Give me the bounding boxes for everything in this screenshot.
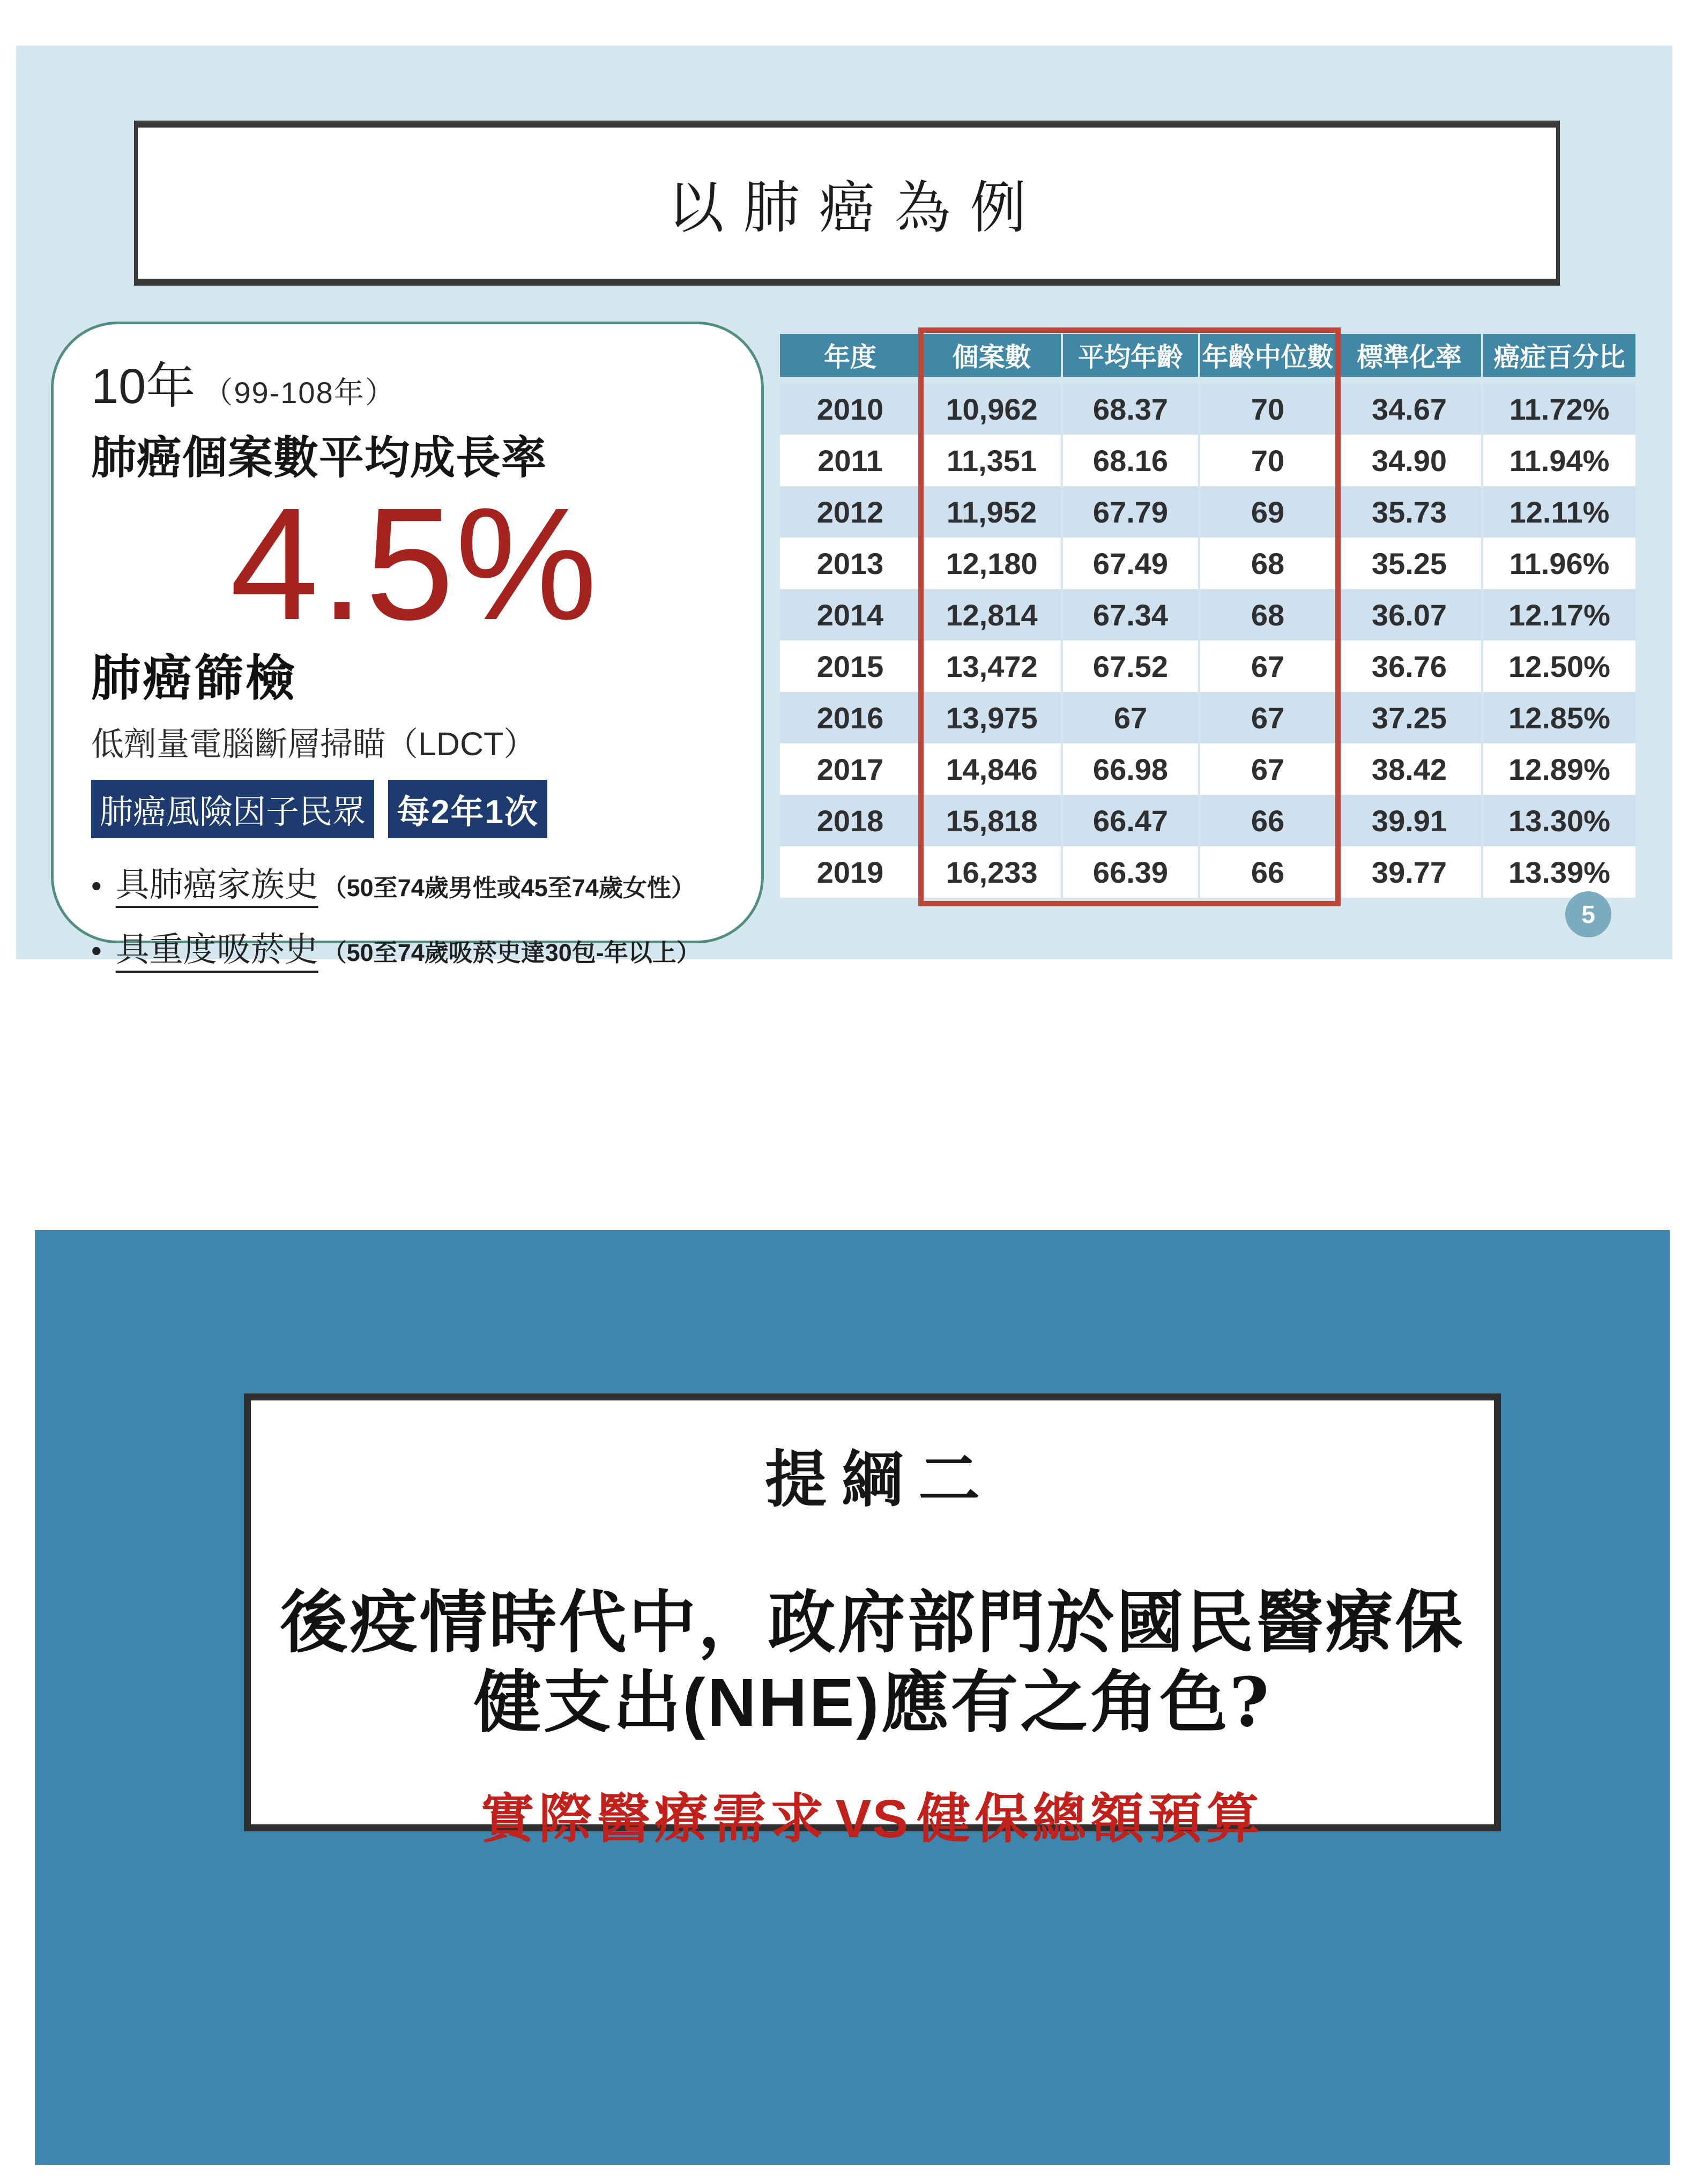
question-line-2-post: 應有之角色?	[881, 1662, 1271, 1742]
table-cell: 67	[1200, 640, 1335, 692]
table-cell: 16,233	[923, 846, 1061, 898]
table-cell: 13.30%	[1483, 795, 1635, 846]
table-cell: 12,180	[923, 538, 1061, 589]
table-cell: 66.39	[1063, 846, 1198, 898]
table-cell: 15,818	[923, 795, 1061, 846]
table-cell: 67.49	[1063, 538, 1198, 589]
table-header-cell: 平均年齡	[1063, 334, 1198, 377]
table-header-cell: 標準化率	[1337, 334, 1481, 377]
table-header-cell: 年齡中位數	[1200, 334, 1335, 377]
table-cell: 38.42	[1337, 743, 1481, 795]
table-cell: 10,962	[923, 383, 1061, 435]
table-cell: 66	[1200, 846, 1335, 898]
table-header-row	[780, 334, 1638, 377]
risk-criteria-list	[91, 858, 737, 971]
comparison-right: 健保總額預算	[917, 1789, 1265, 1850]
cancer-stats-table	[780, 334, 1638, 898]
table-cell: 68.37	[1063, 383, 1198, 435]
table-cell: 2018	[780, 795, 920, 846]
list-item	[91, 858, 737, 906]
table-cell: 34.67	[1337, 383, 1481, 435]
page-number-badge: 5	[1565, 891, 1611, 937]
table-cell: 36.07	[1337, 589, 1481, 640]
table-cell: 2010	[780, 383, 920, 435]
table-cell: 11,351	[923, 435, 1061, 486]
nhe-abbreviation: (NHE)	[682, 1664, 881, 1740]
table-cell: 70	[1200, 383, 1335, 435]
table-cell: 34.90	[1337, 435, 1481, 486]
table-cell: 67	[1200, 692, 1335, 743]
table-cell: 14,846	[923, 743, 1061, 795]
table-cell: 13.39%	[1483, 846, 1635, 898]
comparison-left: 實際醫療需求	[480, 1789, 828, 1850]
table-cell: 12,814	[923, 589, 1061, 640]
screening-highlight-row	[91, 780, 737, 838]
criterion-family-history: • 具肺癌家族史	[115, 866, 318, 904]
table-cell: 2013	[780, 538, 920, 589]
table-cell: 66	[1200, 795, 1335, 846]
table-cell: 37.25	[1337, 692, 1481, 743]
table-cell: 67	[1063, 692, 1198, 743]
period-years: 10年	[91, 359, 196, 414]
table-cell: 13,472	[923, 640, 1061, 692]
table-cell: 12.17%	[1483, 589, 1635, 640]
outline-box	[244, 1393, 1501, 1850]
table-cell: 70	[1200, 435, 1335, 486]
table-cell: 12.85%	[1483, 692, 1635, 743]
table-header-cell: 個案數	[923, 334, 1061, 377]
table-cell: 11.72%	[1483, 383, 1635, 435]
table-cell: 11.94%	[1483, 435, 1635, 486]
table-cell: 67	[1200, 743, 1335, 795]
table-cell: 2012	[780, 486, 920, 538]
question-line-2	[280, 1663, 1465, 1743]
table-cell: 2014	[780, 589, 920, 640]
table-cell: 68.16	[1063, 435, 1198, 486]
table-header-cell: 年度	[780, 334, 920, 377]
slide-lung-cancer-example	[16, 46, 1672, 968]
slide-outline-two	[35, 1230, 1670, 2165]
table-cell: 69	[1200, 486, 1335, 538]
list-item	[91, 922, 737, 971]
table-header-cell: 癌症百分比	[1483, 334, 1635, 377]
table-cell: 12.89%	[1483, 743, 1635, 795]
table-cell: 35.73	[1337, 486, 1481, 538]
table-cell: 36.76	[1337, 640, 1481, 692]
outline-heading: 提綱二	[764, 1443, 995, 1516]
criterion-smoking-history: • 具重度吸菸史	[115, 931, 318, 968]
table-cell: 12.50%	[1483, 640, 1635, 692]
table-cell: 67.34	[1063, 589, 1198, 640]
table-cell: 2017	[780, 743, 920, 795]
table-body	[780, 383, 1638, 898]
table-cell: 67.52	[1063, 640, 1198, 692]
table-cell: 2015	[780, 640, 920, 692]
table-cell: 2011	[780, 435, 920, 486]
screening-method: 低劑量電腦斷層掃瞄（LDCT）	[91, 726, 537, 762]
growth-rate-label: 肺癌個案數平均成長率	[91, 433, 547, 483]
table-cell: 39.91	[1337, 795, 1481, 846]
question-line-2-pre: 健支出	[473, 1662, 683, 1742]
table-cell: 2016	[780, 692, 920, 743]
table-cell: 67.79	[1063, 486, 1198, 538]
table-cell: 39.77	[1337, 846, 1481, 898]
comparison-vs: VS	[835, 1789, 910, 1850]
frequency-highlight: 每2年1次	[388, 780, 547, 838]
table-cell: 66.98	[1063, 743, 1198, 795]
period-range: （99-108年）	[203, 376, 396, 409]
risk-population-highlight: 肺癌風險因子民眾	[91, 780, 374, 838]
table-cell: 68	[1200, 589, 1335, 640]
table-cell: 35.25	[1337, 538, 1481, 589]
period-line	[91, 347, 737, 418]
table-cell: 66.47	[1063, 795, 1198, 846]
comparison-statement	[481, 1776, 1264, 1853]
slide1-title: 以肺癌為例	[667, 176, 1046, 240]
growth-rate-card	[51, 322, 764, 968]
slide1-title-box	[134, 121, 1560, 286]
outline-question	[280, 1583, 1465, 1742]
table-cell: 11.96%	[1483, 538, 1635, 589]
criterion-family-history-detail: （50至74歲男性或45至74歲女性）	[322, 874, 695, 901]
question-line-1: 後疫情時代中，政府部門於國民醫療保	[280, 1583, 1465, 1662]
table-cell: 13,975	[923, 692, 1061, 743]
table-cell: 2019	[780, 846, 920, 898]
screening-heading: 肺癌篩檢	[91, 651, 298, 706]
table-cell: 68	[1200, 538, 1335, 589]
growth-rate-value: 4.5%	[229, 475, 599, 653]
table-cell: 12.11%	[1483, 486, 1635, 538]
criterion-smoking-history-detail: （50至74歲吸菸史達30包-年以上）	[322, 939, 701, 966]
table-cell: 11,952	[923, 486, 1061, 538]
